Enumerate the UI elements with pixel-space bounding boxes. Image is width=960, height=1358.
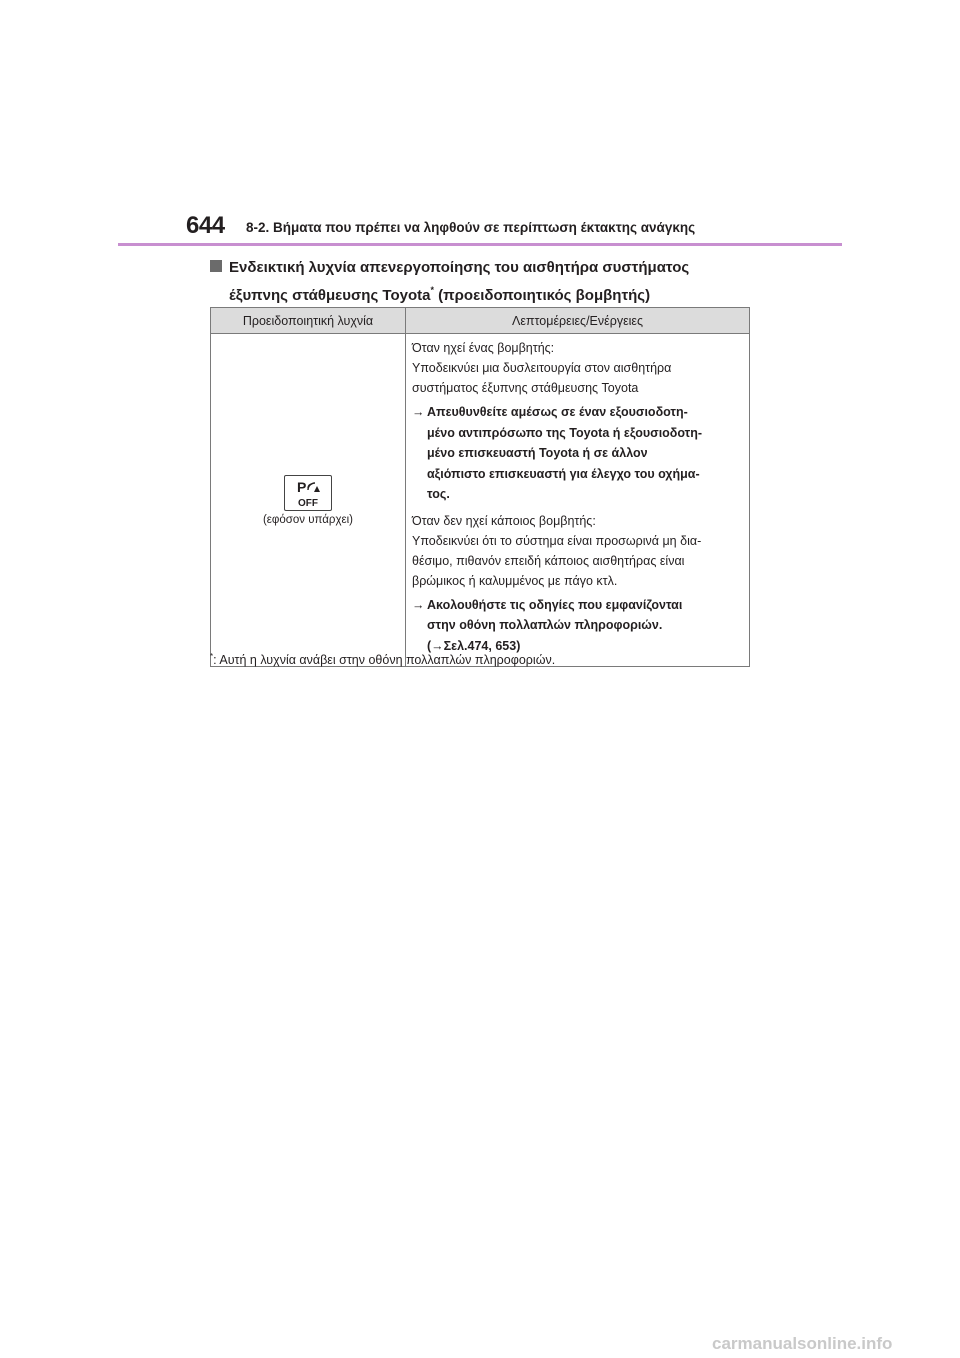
column-header-details: Λεπτομέρειες/Ενέργειες bbox=[406, 308, 750, 334]
footnote bbox=[210, 652, 555, 667]
watermark: carmanualsonline.info bbox=[712, 1334, 893, 1353]
display-instructions-action bbox=[412, 595, 745, 657]
dealer-action-line3: μένο επισκευαστή Toyota ή σε άλλον bbox=[427, 446, 648, 460]
arrow-icon: → bbox=[431, 638, 444, 653]
warning-light-table bbox=[210, 307, 750, 667]
section-title-line2-main: έξυπνης στάθμευσης Toyota bbox=[229, 287, 431, 304]
section-heading bbox=[210, 256, 770, 307]
chapter-title: 8-2. Βήματα που πρέπει να ληφθούν σε περίπτωση έκτακτης ανάγκης bbox=[246, 220, 696, 235]
parking-sensor-off-icon bbox=[284, 475, 332, 511]
display-action-line2: στην οθόνη πολλαπλών πληροφοριών. bbox=[427, 618, 663, 632]
details-cell bbox=[406, 334, 750, 667]
warning-light-cell bbox=[211, 334, 406, 667]
column-header-light: Προειδοποιητική λυχνία bbox=[211, 308, 406, 334]
page-reference-text: Σελ.474, 653) bbox=[443, 638, 521, 653]
icon-off-text: OFF bbox=[298, 497, 318, 509]
header-rule bbox=[118, 243, 842, 246]
unavailable-description-line1: Υποδεικνύει ότι το σύστημα είναι προσωρινά μη δια- bbox=[412, 533, 702, 548]
dealer-action-line4: αξιόπιστο επισκευαστή για έλεγχο του οχήμα- bbox=[427, 466, 700, 481]
footnote-marker: * bbox=[430, 285, 434, 295]
footnote-text: : Αυτή η λυχνία ανάβει στην οθόνη πολλαπλών πληροφοριών. bbox=[213, 653, 556, 667]
dealer-action-line2: μένο αντιπρόσωπο της Toyota ή εξουσιοδοτη- bbox=[427, 425, 703, 440]
display-action-line1: Ακολουθήστε τις οδηγίες που εμφανίζονται bbox=[427, 597, 683, 612]
icon-letter: P bbox=[297, 478, 307, 495]
table-row bbox=[211, 334, 750, 667]
section-bullet-icon bbox=[210, 260, 222, 272]
arrow-icon: → bbox=[412, 597, 425, 612]
malfunction-description-line1: Υποδεικνύει μια δυσλειτουργία στον αισθητήρα bbox=[412, 361, 672, 375]
arrow-icon: → bbox=[412, 405, 425, 419]
dealer-action bbox=[412, 402, 745, 505]
lamp-caption: (εφόσον υπάρχει) bbox=[262, 513, 354, 526]
buzzer-sounds-condition: Όταν ηχεί ένας βομβητής: bbox=[412, 341, 555, 355]
footnote-mark: * bbox=[210, 652, 214, 661]
unavailable-description-line2: θέσιμο, πιθανόν επειδή κάποιος αισθητήρας είναι bbox=[412, 553, 685, 568]
dealer-action-line1: Απευθυνθείτε αμέσως σε έναν εξουσιοδοτη- bbox=[427, 405, 688, 419]
table-header-row bbox=[211, 308, 750, 334]
no-buzzer-condition: Όταν δεν ηχεί κάποιος βομβητής: bbox=[412, 513, 596, 528]
page-reference-open: ( bbox=[427, 638, 432, 653]
unavailable-description-line3: βρώμικος ή καλυμμένος με πάγο κτλ. bbox=[412, 573, 618, 588]
section-title-line1: Ενδεικτική λυχνία απενεργοποίησης του αισθητήρα συστήματος bbox=[229, 259, 690, 276]
page-number: 644 bbox=[186, 212, 225, 239]
section-title-line2 bbox=[210, 279, 770, 307]
malfunction-description-line2: συστήματος έξυπνης στάθμευσης Toyota bbox=[412, 381, 639, 395]
dealer-action-line5: τος. bbox=[427, 487, 450, 501]
section-title-line2-suffix: (προειδοποιητικός βομβητής) bbox=[434, 287, 651, 304]
